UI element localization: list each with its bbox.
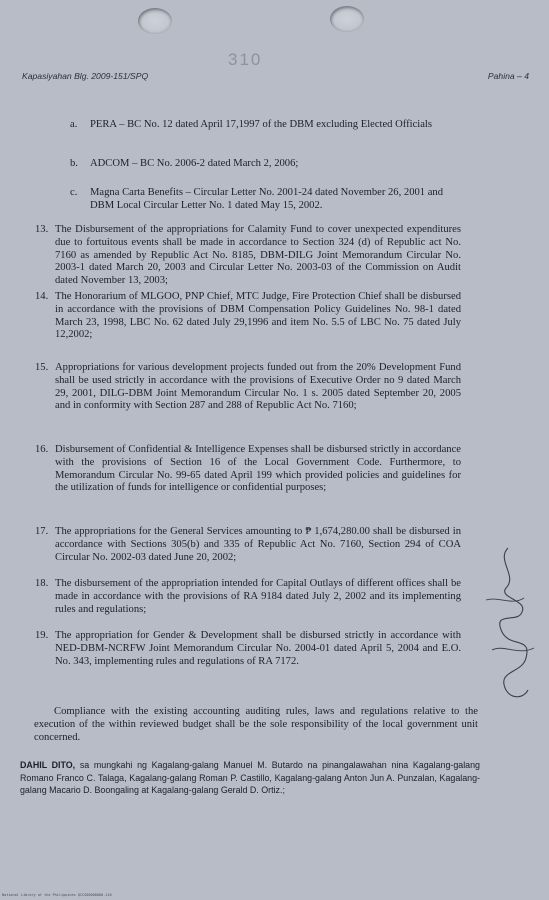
- subitem-c: [70, 186, 445, 212]
- punch-hole-left: [138, 8, 172, 34]
- dahil-lead: DAHIL DITO,: [20, 760, 76, 770]
- item-number: 15.: [35, 362, 49, 373]
- subitem-text: Magna Carta Benefits – Circular Letter No. 2001-24 dated November 26, 2001 and DBM Local Circular Letter No. 1 dated May 15, 2002.: [90, 187, 444, 211]
- compliance-text: Compliance with the existing accounting auditing rules, laws and regulations relative to the execution of the within reviewed budget shall be the sole responsibility of the local government unit concerned.: [34, 706, 478, 743]
- subitem-b: [70, 157, 450, 170]
- item-number: 17.: [35, 526, 49, 537]
- item-number: 16.: [35, 444, 49, 455]
- item-16: [35, 444, 461, 495]
- item-14: [35, 291, 461, 342]
- item-number: 13.: [35, 224, 49, 235]
- subitem-text: PERA – BC No. 12 dated April 17,1997 of the DBM excluding Elected Officials: [90, 119, 432, 130]
- item-number: 19.: [35, 630, 49, 641]
- subitem-marker: b.: [70, 158, 78, 169]
- item-text: The appropriation for Gender & Development shall be disbursed strictly in accordance with NED-DBM-NCRFW Joint Memorandum Circular No. 2004-01 dated April 5, 2004 and E.O. No. 343, implementing rules and regulations of RA 7172.: [55, 630, 461, 667]
- subitem-marker: c.: [70, 187, 78, 198]
- item-13: [35, 224, 461, 288]
- subitem-a: [70, 118, 450, 131]
- subitem-marker: a.: [70, 119, 78, 130]
- item-18: [35, 578, 461, 616]
- subitem-text: ADCOM – BC No. 2006-2 dated March 2, 2006;: [90, 158, 299, 169]
- item-17: [35, 526, 461, 564]
- item-text: The appropriations for the General Services amounting to ₱ 1,674,280.00 shall be disbursed in accordance with Sections 305(b) and 335 of Republic Act No. 7160, Section 294 of COA Circular No. 2002-03 dated June 20, 2002;: [55, 526, 461, 563]
- item-text: The Disbursement of the appropriations for Calamity Fund to cover unexpected expenditures due to fortuitous events shall be made in accordance to Section 324 (d) of Republic act No. 7160 as amended by Republic Act No. 8185, DBM-DILG Joint Memorandum Circular No. 2003-1 dated March 20, 2003 and Circular Letter No. 2003-03 of the Commission on Audit dated November 13, 2003;: [55, 224, 461, 287]
- resolution-number: Kapasiyahan Blg. 2009-151/SPQ: [22, 71, 149, 81]
- compliance-paragraph: [34, 706, 478, 744]
- item-15: [35, 362, 461, 413]
- item-number: 14.: [35, 291, 49, 302]
- dahil-dito-paragraph: [20, 759, 480, 797]
- punch-hole-right: [330, 6, 364, 32]
- item-text: Appropriations for various development projects funded out from the 20% Development Fund shall be used strictly in accordance with the provisions of Executive Order no 9 dated March 29, 2001, DILG-DBM Joint Memorandum Circular No. 1 s. 2005 dated September 20, 2005 and in conformity with Section 287 and 288 of Republic Act No. 7160;: [55, 362, 461, 412]
- dahil-text: sa mungkahi ng Kagalang-galang Manuel M. Butardo na pinangalawahan nina Kagalang-galang Romano Franco C. Talaga, Kagalang-galang Roman P. Castillo, Kagalang-galang Anton Jun A. Punzalan, Kagalang-galang Macario D. Boongaling at Kagalang-galang Gerald D. Ortiz.;: [20, 760, 480, 796]
- handwritten-signature: [478, 540, 542, 710]
- item-number: 18.: [35, 578, 49, 589]
- item-text: Disbursement of Confidential & Intelligence Expenses shall be disbursed strictly in accordance with the provisions of Section 16 of the Local Government Code. Furthermore, to Memorandum Circular No. 99-65 dated April 199 which provided policies and guidelines for the utilization of funds for intelligence or confidential purposes;: [55, 444, 461, 494]
- item-19: [35, 630, 461, 668]
- stamp-number: 310: [228, 50, 263, 69]
- page-number: Pahina – 4: [487, 71, 529, 81]
- item-text: The disbursement of the appropriation intended for Capital Outlays of different offices shall be made in accordance with the provisions of RA 9184 dated July 2, 2002 and its implementing rules and regulations;: [55, 578, 461, 615]
- footer-library-mark: National Library of the Philippines QCCS00000000-118: [2, 893, 112, 897]
- item-text: The Honorarium of MLGOO, PNP Chief, MTC Judge, Fire Protection Chief shall be disbursed in accordance with the provisions of DBM Compensation Policy Guidelines No. 98-1 dated March 23, 1998, LBC No. 62 dated July 29,1996 and item No. 5.5 of LBC No. 75 dated July 12,2002;: [55, 291, 461, 341]
